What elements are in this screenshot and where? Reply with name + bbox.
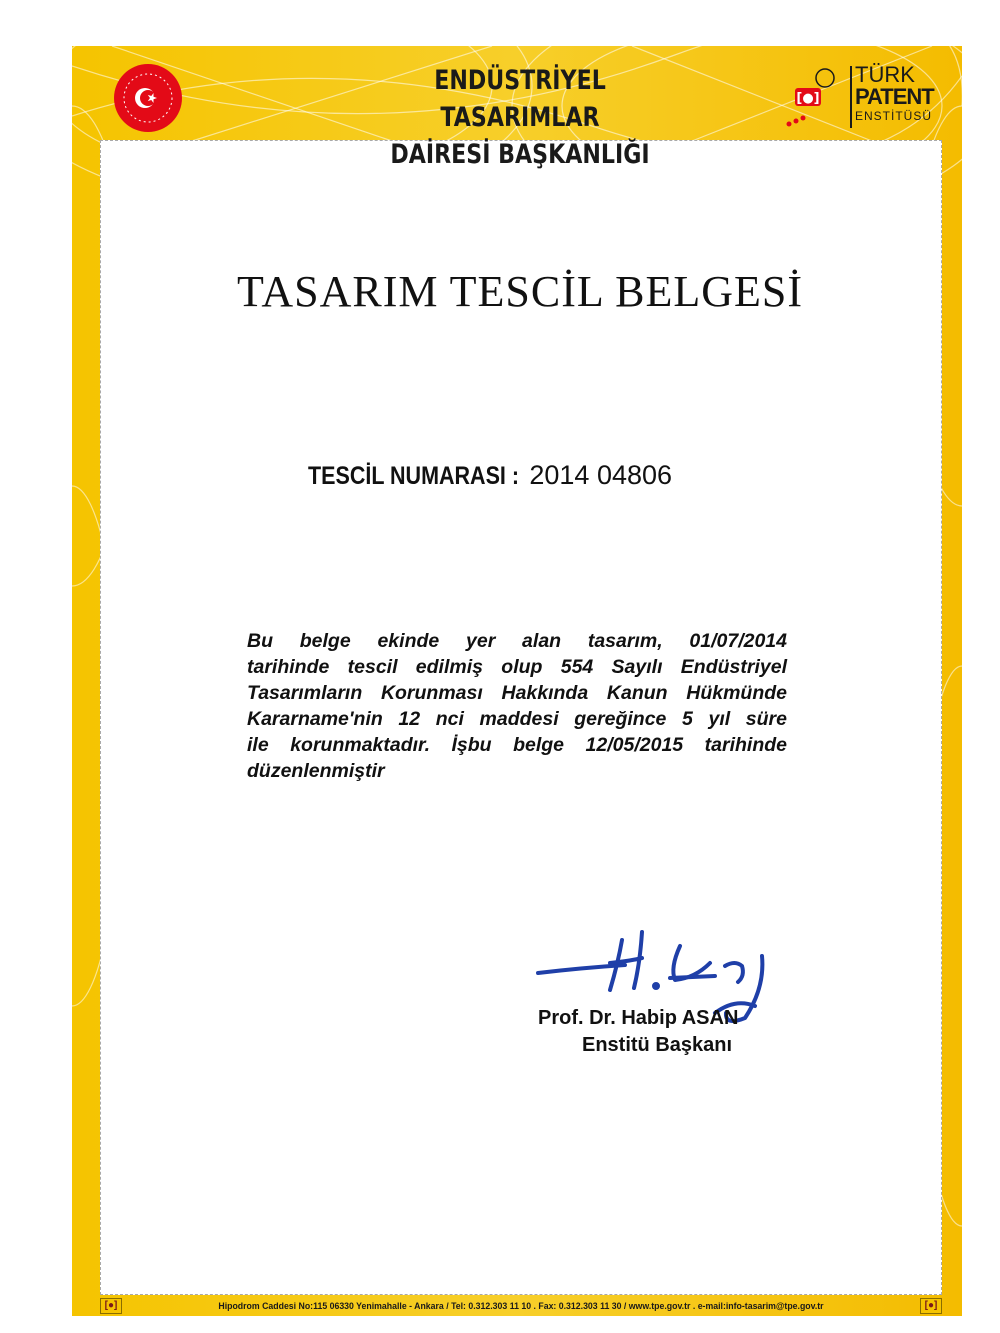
footer-logo-left-icon: [●] xyxy=(100,1298,122,1314)
department-title xyxy=(356,62,684,173)
statement-line: Bu belge ekinde yer alan tasarım, 01/07/2014 xyxy=(247,630,787,652)
statement-line: Kararname'nin 12 nci maddesi gereğince 5 yıl süre xyxy=(247,708,787,730)
footer-logo-right-icon: [●] xyxy=(920,1298,942,1314)
statement-line: düzenlenmiştir xyxy=(247,760,385,782)
logo-line1: TÜRK xyxy=(855,62,915,87)
svg-text:[●]: [●] xyxy=(796,91,820,106)
signatory-title: Enstitü Başkanı xyxy=(582,1034,733,1056)
registration-label: TESCİL NUMARASI : xyxy=(308,462,520,490)
certificate-statement xyxy=(247,628,787,784)
registration-number: 2014 04806 xyxy=(529,460,673,490)
logo-line2: PATENT xyxy=(855,84,934,109)
department-title-line1: ENDÜSTRİYEL TASARIMLAR xyxy=(434,65,606,133)
statement-line: Tasarımların Korunması Hakkında Kanun Hükmünde xyxy=(247,682,787,704)
footer-address: Hipodrom Caddesi No:115 06330 Yenimahalle - Ankara / Tel: 0.312.303 11 10 . Fax: 0.312.303 11 30 / www.tpe.gov.tr . e-mail:info-tasarim@tpe.gov.tr xyxy=(218,1300,824,1312)
logo-line3: ENSTİTÜSÜ xyxy=(855,109,933,123)
document-title: TASARIM TESCİL BELGESİ xyxy=(236,267,804,316)
department-title-line2: DAİRESİ BAŞKANLIĞI xyxy=(390,139,650,170)
signatory-name: Prof. Dr. Habip ASAN xyxy=(538,1007,739,1029)
logo-divider xyxy=(850,66,852,128)
statement-line: ile korunmaktadır. İşbu belge 12/05/2015 tarihinde xyxy=(247,734,787,756)
registration-number-line xyxy=(308,458,738,493)
turkish-emblem-icon xyxy=(112,62,184,134)
footer-bar xyxy=(100,1296,942,1316)
turk-patent-wordmark xyxy=(855,64,955,124)
statement-line: tarihinde tescil edilmiş olup 554 Sayılı Endüstriyel xyxy=(247,656,787,678)
